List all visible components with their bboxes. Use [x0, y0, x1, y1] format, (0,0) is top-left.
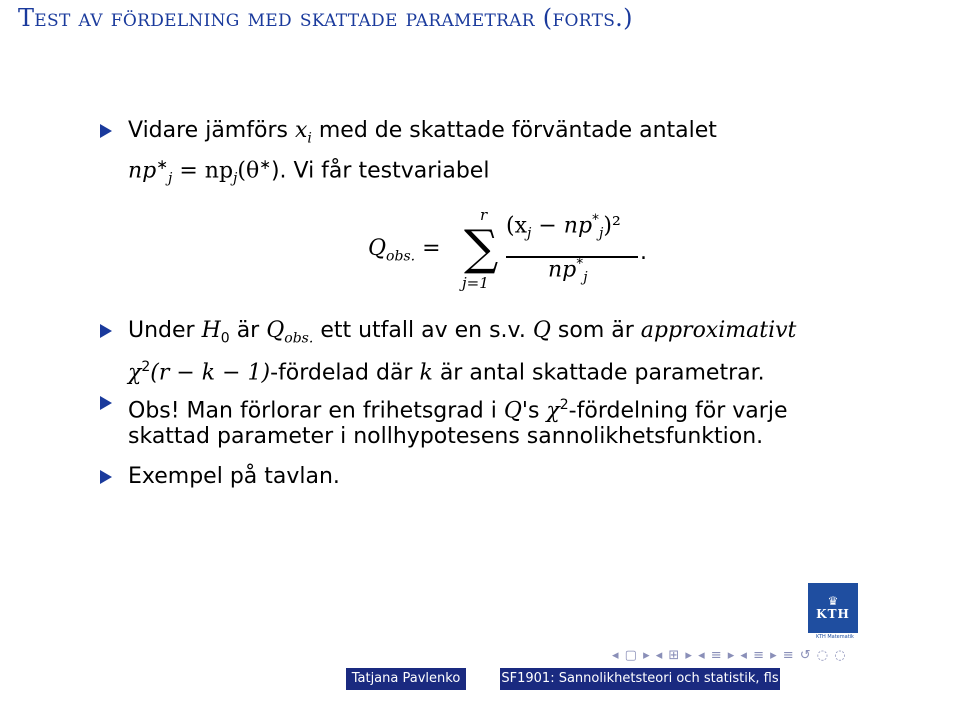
kth-logo: ♛ KTH: [808, 583, 858, 633]
bullet-3-line-1: Obs! Man förlorar en frihetsgrad i Q's $\chi^2$-fördelning för varje: [128, 397, 788, 424]
slide-title: Test av fördelning med skattade parametrar (forts.): [18, 4, 633, 32]
bullet-arrow-icon: [100, 324, 112, 338]
bullet-arrow-icon: [100, 396, 112, 410]
logo-subtext: KTH Matematik: [816, 634, 854, 640]
bullet-arrow-icon: [100, 470, 112, 484]
bullet-arrow-icon: [100, 124, 112, 138]
test-statistic-equation: $Q_{obs.}$ = r ∑ j=1 $(x_j - np^*_j)^2$ $np^*_j$ .: [368, 206, 647, 292]
crown-icon: ♛: [827, 594, 839, 608]
bullet-3-line-2: skattad parameter i nollhypotesens sannolikhetsfunktion.: [128, 424, 764, 449]
footer-course: SF1901: Sannolikhetsteori och statistik, fls 15: [500, 668, 780, 690]
bullet-1-line-2: $np^∗_j = np_j(\theta^∗)$. Vi får testvariabel: [128, 157, 490, 187]
footer: [0, 668, 960, 708]
beamer-navigation-icons[interactable]: ◂ ▢ ▸ ◂ ⊞ ▸ ◂ ≡ ▸ ◂ ≡ ▸ ≡ ↺ ◌ ◌: [612, 648, 847, 663]
footer-author: Tatjana Pavlenko: [346, 668, 466, 690]
bullet-4: Exempel på tavlan.: [128, 464, 340, 489]
bullet-2-line-1: Under $H_0$ är $Q_{obs.}$ ett utfall av en s.v. Q som är approximativt: [128, 318, 797, 347]
bullet-2-line-2: $\chi^2(r - k$ − 1)-fördelad där k är antal skattade parametrar.: [128, 359, 765, 386]
bullet-1-line-1: Vidare jämförs $x_i$ med de skattade förväntade antalet: [128, 118, 717, 147]
